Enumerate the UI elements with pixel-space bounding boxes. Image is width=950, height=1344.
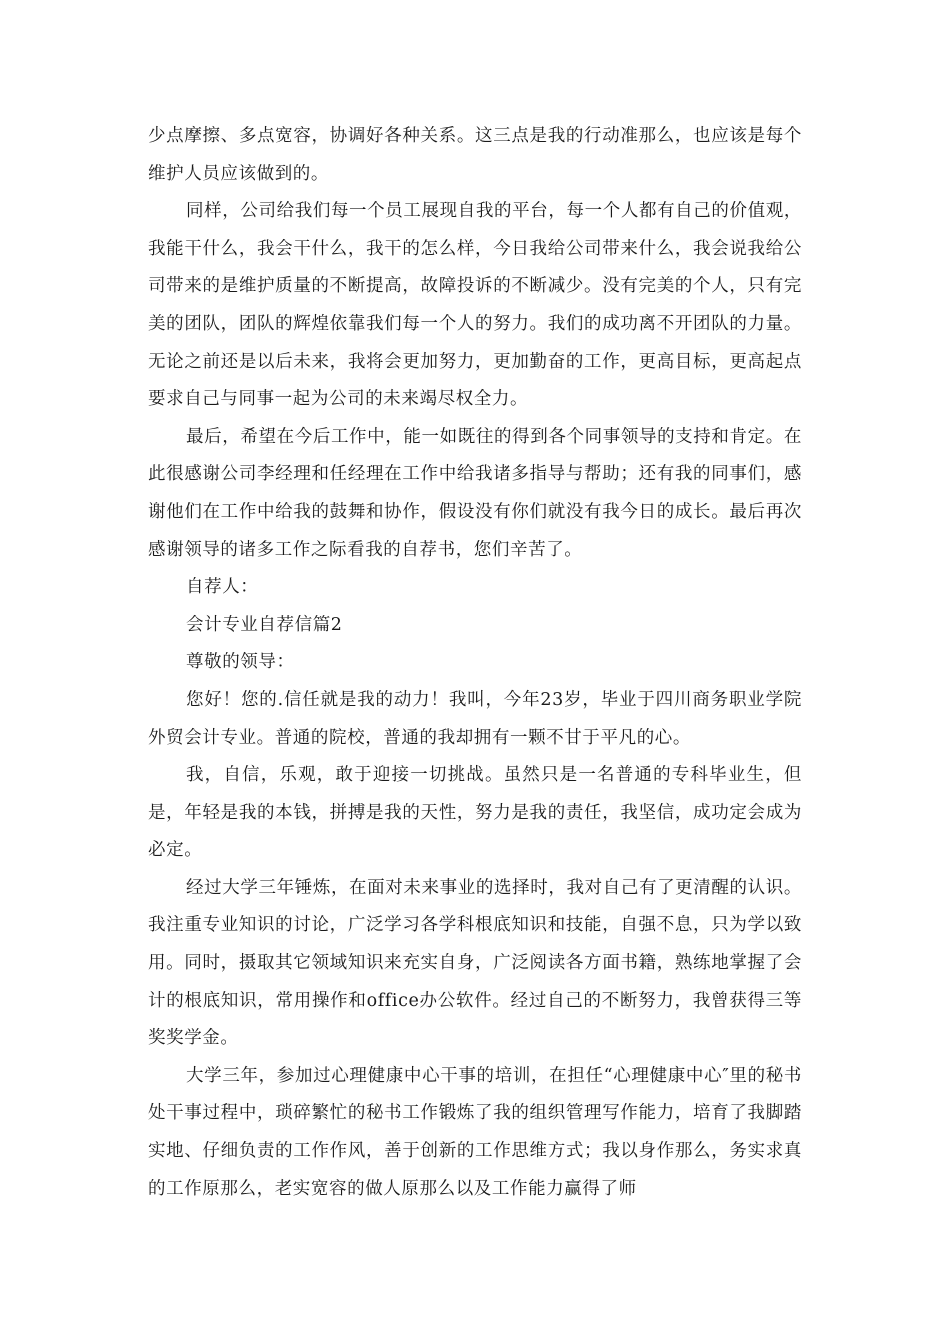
paragraph-continuation: 少点摩擦、多点宽容，协调好各种关系。这三点是我的行动准那么，也应该是每个维护人员应该做到的。 (148, 126, 802, 184)
section-heading: 会计专业自荐信篇2 (186, 614, 343, 635)
paragraph-confidence: 我，自信，乐观，敢于迎接一切挑战。虽然只是一名普通的专科毕业生，但是，年轻是我的本钱，拼搏是我的天性，努力是我的责任，我坚信，成功定会成为必定。 (148, 765, 802, 861)
signature-line: 自荐人： (186, 577, 259, 598)
paragraph-thanks: 最后，希望在今后工作中，能一如既往的得到各个同事领导的支持和肯定。在此很感谢公司李经理和任经理在工作中给我诸多指导与帮助；还有我的同事们，感谢他们在工作中给我的鼓舞和协作，假设没有你们就没有我今日的成长。最后再次感谢领导的诸多工作之际看我的自荐书，您们辛苦了。 (148, 426, 802, 560)
paragraph-experience: 大学三年，参加过心理健康中心干事的培训，在担任“心理健康中心″里的秘书处干事过程中，琐碎繁忙的秘书工作锻炼了我的组织管理写作能力，培育了我脚踏实地、仔细负责的工作作风，善于创新的工作思维方式；我以身作那么，务实求真的工作原那么，老实宽容的做人原那么以及工作能力赢得了师 (148, 1065, 802, 1199)
document-body (148, 118, 802, 1208)
salutation: 尊敬的领导： (186, 652, 295, 673)
paragraph-greeting: 您好！您的.信任就是我的动力！我叫，今年23岁，毕业于四川商务职业学院外贸会计专业。普通的院校，普通的我却拥有一颗不甘于平凡的心。 (148, 689, 802, 748)
paragraph-study: 经过大学三年锤炼，在面对未来事业的选择时，我对自己有了更清醒的认识。我注重专业知识的讨论，广泛学习各学科根底知识和技能，自强不息，只为学以致用。同时，摄取其它领域知识来充实自身，广泛阅读各方面书籍，熟练地掌握了会计的根底知识，常用操作和office办公软件。经过自己的不断努力，我曾获得三等奖奖学金。 (148, 877, 802, 1049)
paragraph-team-value: 同样，公司给我们每一个员工展现自我的平台，每一个人都有自己的价值观，我能干什么，我会干什么，我干的怎么样，今日我给公司带来什么，我会说我给公司带来的是维护质量的不断提高，故障投诉的不断减少。没有完美的个人，只有完美的团队，团队的辉煌依靠我们每一个人的努力。我们的成功离不开团队的力量。无论之前还是以后未来，我将会更加努力，更加勤奋的工作，更高目标，更高起点要求自己与同事一起为公司的未来竭尽权全力。 (148, 201, 802, 410)
